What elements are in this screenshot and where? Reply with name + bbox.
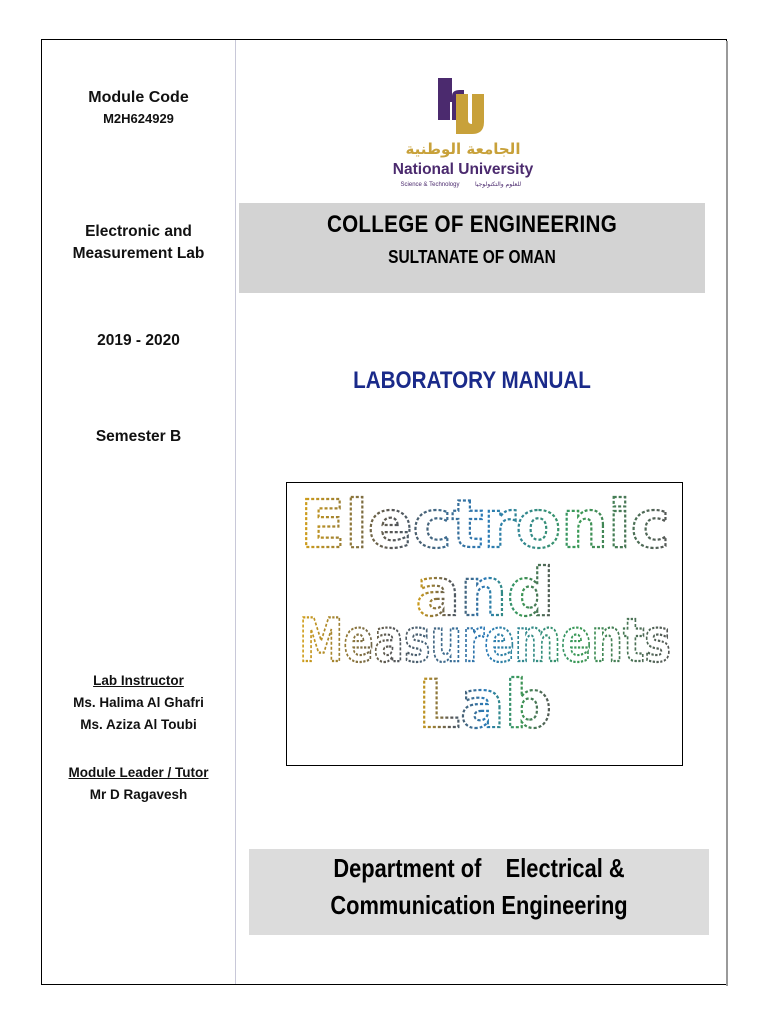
- department-line-1: Department of Electrical &: [333, 853, 625, 883]
- ascii-art-title: [287, 483, 684, 767]
- left-info-column: [42, 40, 235, 984]
- module-code-label: Module Code: [88, 89, 189, 106]
- ascii-art-line-4: Lab: [418, 666, 552, 743]
- logo-english-name: National University: [392, 161, 534, 178]
- lab-instructor-2: Ms. Aziza Al Toubi: [80, 717, 197, 732]
- logo-arabic-tagline: للعلوم والتكنولوجيا: [474, 181, 522, 188]
- module-code-value: M2H624929: [103, 111, 174, 126]
- ascii-art-title-box: [286, 482, 683, 766]
- course-title-line2: Measurement Lab: [72, 245, 205, 262]
- course-title-line1: Electronic and: [85, 223, 192, 240]
- ascii-art-line-1: Electronic: [300, 486, 670, 563]
- lab-instructor-heading: Lab Instructor: [93, 673, 184, 688]
- academic-year: 2019 - 2020: [97, 332, 180, 349]
- lab-instructor-1: Ms. Halima Al Ghafri: [73, 695, 204, 710]
- course-title: [42, 221, 235, 265]
- ascii-art-line-2: and: [415, 554, 555, 631]
- module-leader-name: Mr D Ragavesh: [89, 787, 188, 802]
- college-country: SULTANATE OF OMAN: [388, 247, 556, 267]
- department-line-2: Communication Engineering: [330, 890, 628, 920]
- ascii-art-line-3: Measurements: [299, 606, 671, 676]
- logo-arabic-name: الجامعة الوطنية: [405, 140, 521, 158]
- column-divider: [235, 40, 236, 984]
- module-leader-heading: Module Leader / Tutor: [68, 765, 209, 780]
- semester: Semester B: [95, 428, 182, 445]
- page-border-shadow: [726, 41, 728, 986]
- laboratory-manual-title: LABORATORY MANUAL: [353, 367, 591, 394]
- national-university-logo-mark: [388, 70, 538, 190]
- university-logo: [388, 70, 538, 190]
- college-header-band: [239, 203, 705, 293]
- logo-tagline: Science & Technology: [400, 182, 460, 188]
- college-title: COLLEGE OF ENGINEERING: [326, 211, 618, 238]
- department-band: [249, 849, 709, 935]
